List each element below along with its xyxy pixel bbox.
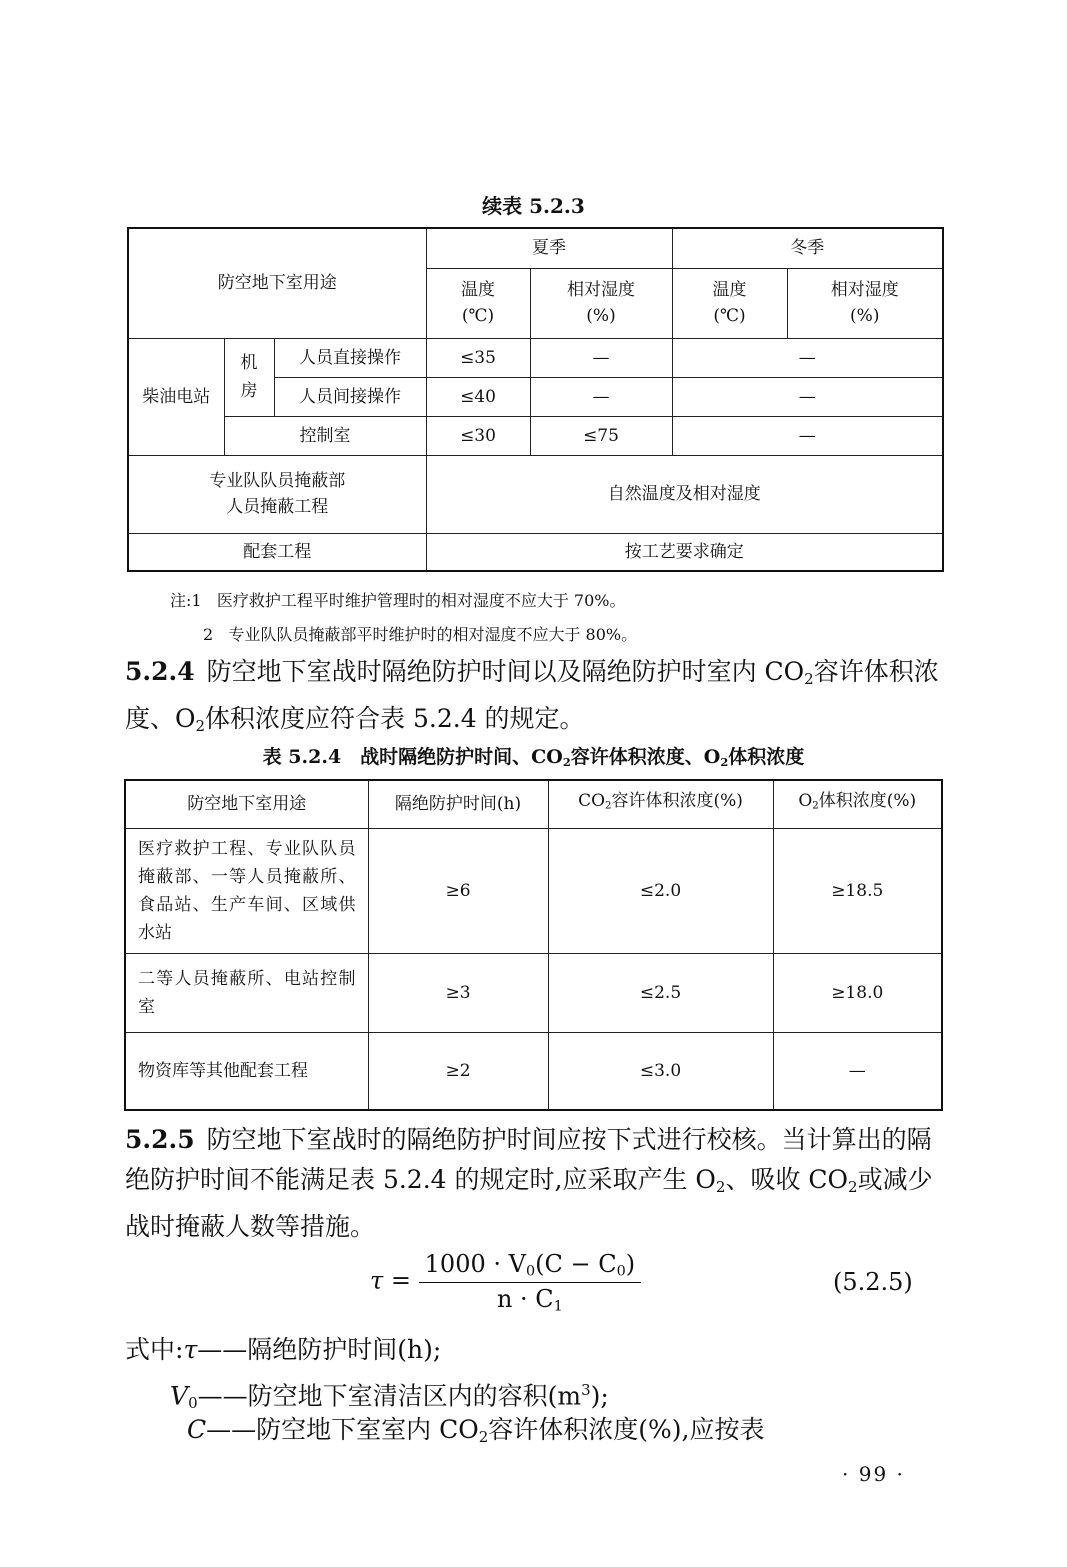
row-indirect-summer-temp: ≤40 [426,377,530,416]
header-o2: $O_2$体积浓度(%) [773,780,942,828]
row-indirect-name: 人员间接操作 [274,377,426,416]
row1-time: ≥6 [368,828,548,953]
header-time: 隔绝防护时间(h) [368,780,548,828]
header-winter-temp: 温度 (℃) [672,268,787,338]
row3-co2: ≤3.0 [548,1032,773,1110]
def-tau: 式中:τ——隔绝防护时间(h); [125,1335,442,1364]
table2-caption: 表 5.2.4 战时隔绝防护时间、$CO_2$容许体积浓度、$O_2$体积浓度 [262,746,805,769]
row3-time: ≥2 [368,1032,548,1110]
formula-5-2-5: τ = $\frac{1000 \cdot V_0(C - C_0)}{n \cdot C_1}$ [370,1250,641,1314]
row-direct-name: 人员直接操作 [274,338,426,377]
header-summer-temp: 温度 (℃) [426,268,530,338]
row-control-summer-temp: ≤30 [426,416,530,455]
clause-number: 5.2.4 [125,657,195,686]
row-direct-winter: — [672,338,943,377]
row2-time: ≥3 [368,953,548,1032]
row2-usage: 二等人员掩蔽所、电站控制室 [125,953,368,1032]
row3-o2: — [773,1032,942,1110]
header-usage: 防空地下室用途 [128,228,426,338]
row2-co2: ≤2.5 [548,953,773,1032]
row-direct-summer-temp: ≤35 [426,338,530,377]
header-winter-rh: 相对湿度 (%) [787,268,943,338]
note-1: 注:1 医疗救护工程平时维护管理时的相对湿度不应大于 70%。 [170,591,626,610]
table1-caption: 续表 5.2.3 [482,194,585,218]
row-direct-summer-rh: — [530,338,672,377]
def-c: C——防空地下室室内 $CO_2$容许体积浓度(%),应按表 [187,1415,765,1446]
def-v0: $V_0——$防空地下室清洁区内的容积$(m^3)$; [170,1381,609,1413]
table-5-2-3-continued [127,227,944,572]
row1-usage: 医疗救护工程、专业队队员掩蔽部、一等人员掩蔽所、食品站、生产车间、区域供水站 [125,828,368,953]
shelter-label: 专业队队员掩蔽部 人员掩蔽工程 [128,455,426,533]
header-winter: 冬季 [672,228,943,268]
table-row [125,953,942,1032]
row1-o2: ≥18.5 [773,828,942,953]
diesel-station-label: 柴油电站 [128,338,224,455]
note-2: 2 专业队队员掩蔽部平时维护时的相对湿度不应大于 80%。 [203,625,638,644]
formula-number: (5.2.5) [833,1268,913,1296]
row1-co2: ≤2.0 [548,828,773,953]
clause-number: 5.2.5 [125,1125,195,1154]
clause-5-2-5: 5.2.5 防空地下室战时的隔绝防护时间应按下式进行校核。当计算出的隔绝防护时间不能满足表 5.2.4 的规定时,应采取产生 $O_2$、吸收 $CO_2$或减少战时掩蔽人数等措施。 [125,1125,933,1241]
header-co2: $CO_2$容许体积浓度(%) [548,780,773,828]
row-control-winter: — [672,416,943,455]
support-value: 按工艺要求确定 [426,533,943,571]
row-indirect-winter: — [672,377,943,416]
table-5-2-4 [124,779,943,1111]
header-usage: 防空地下室用途 [125,780,368,828]
row3-usage: 物资库等其他配套工程 [125,1032,368,1110]
row-indirect-summer-rh: — [530,377,672,416]
table-row [125,828,942,953]
support-label: 配套工程 [128,533,426,571]
header-summer-rh: 相对湿度 (%) [530,268,672,338]
row2-o2: ≥18.0 [773,953,942,1032]
row-control-name: 控制室 [224,416,426,455]
header-summer: 夏季 [426,228,672,268]
page-number: · 99 · [842,1462,905,1486]
machine-room-label: 机房 [224,338,274,416]
clause-5-2-4: 5.2.4 防空地下室战时隔绝防护时间以及隔绝防护时室内 $CO_2$容许体积浓度、$O_2$体积浓度应符合表 5.2.4 的规定。 [125,657,939,735]
table-row [125,1032,942,1110]
row-control-summer-rh: ≤75 [530,416,672,455]
shelter-value: 自然温度及相对湿度 [426,455,943,533]
